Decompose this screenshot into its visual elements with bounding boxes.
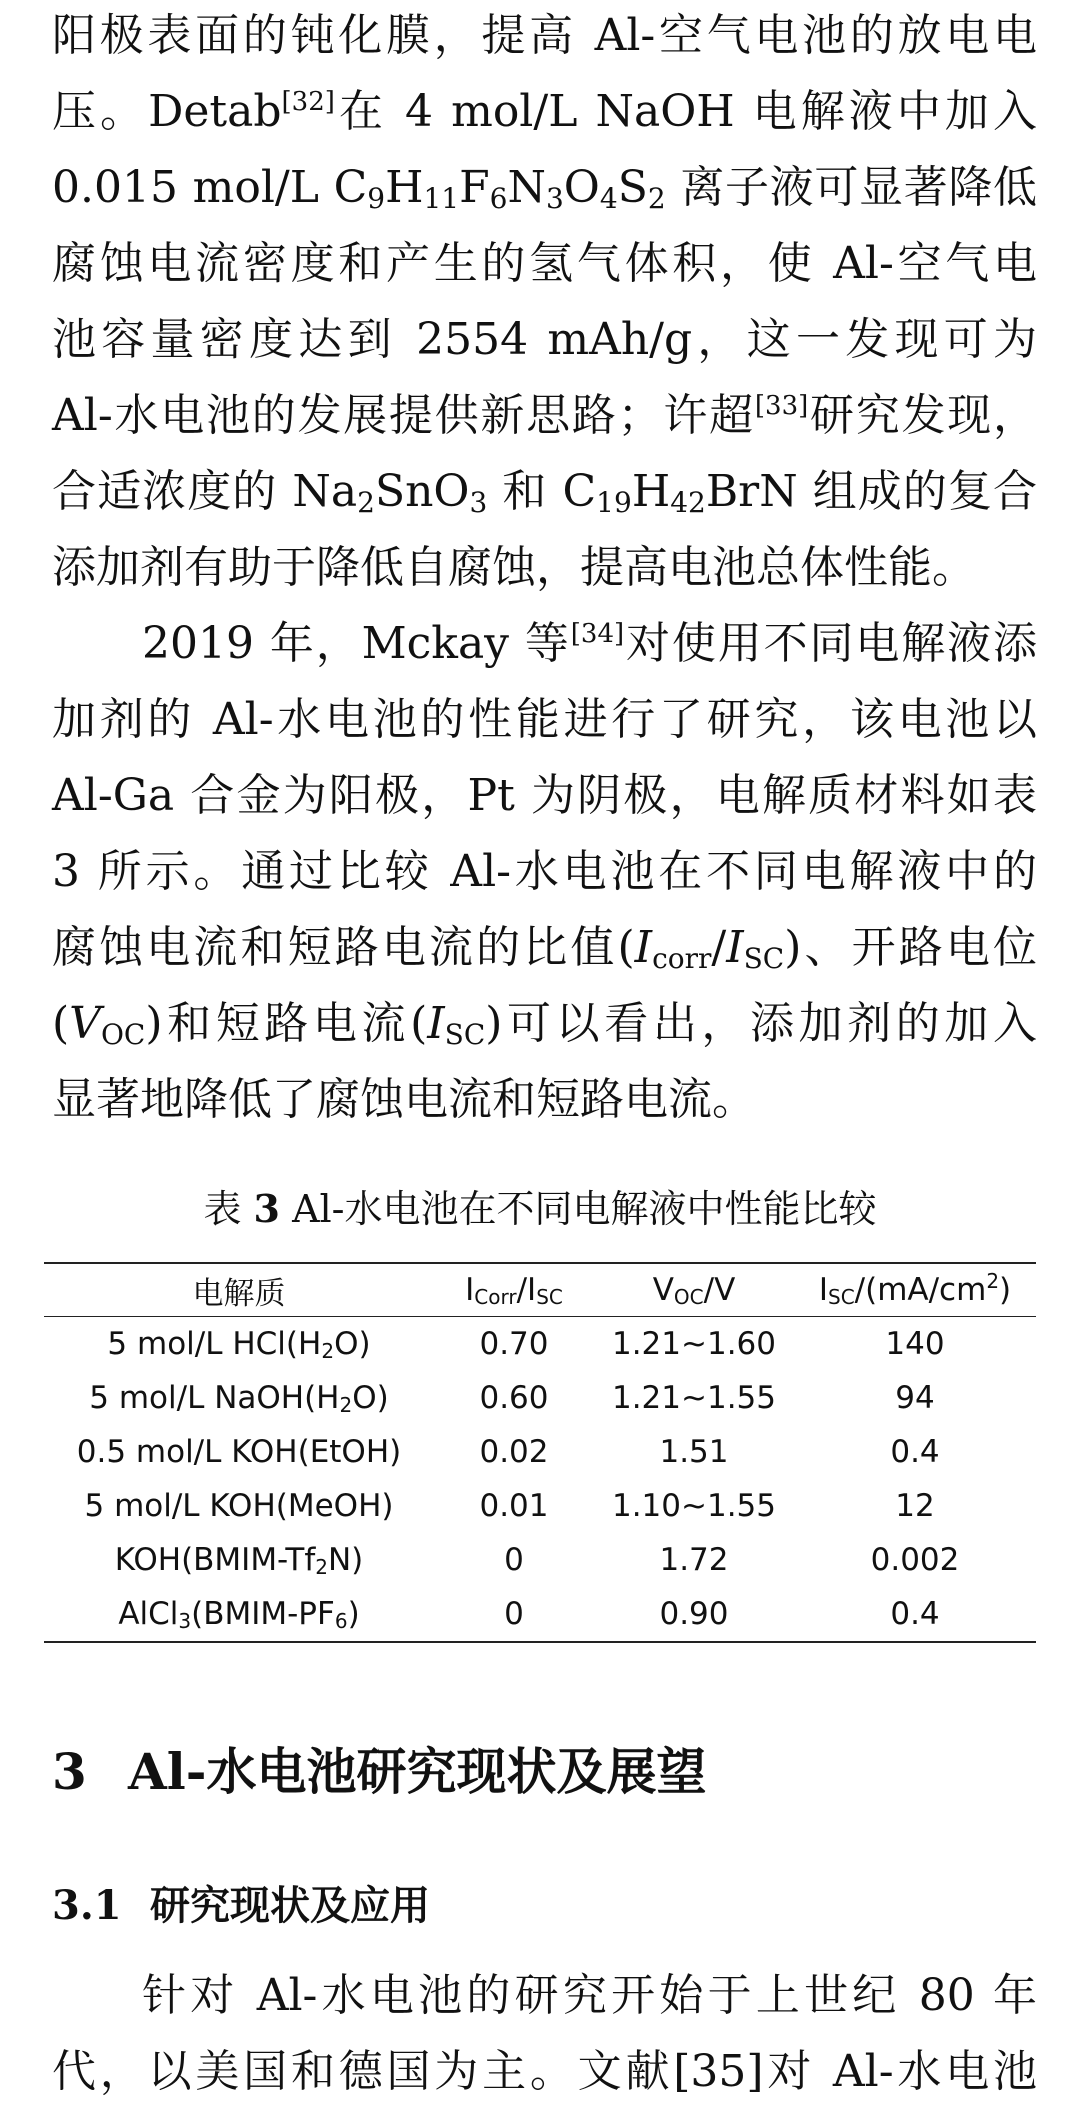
text: SnO [374,466,470,517]
header-icorr-isc [434,1263,594,1317]
text: S [617,162,648,213]
table-number: 3 [253,1186,280,1231]
table-caption [0,1185,1080,1233]
text: 离子液可显著降低 [665,162,1037,213]
text: 电解质 [192,1275,286,1312]
section-number: 3 [52,1742,87,1801]
cell-electrolyte [44,1479,434,1533]
subscript: 42 [670,486,706,519]
text: I [818,1272,828,1308]
text: 池容量密度达到 2554 mAh/g，这一发现可为 [52,314,1037,365]
superscript: 2 [986,1269,1000,1293]
text: 5 mol/L NaOH(H [89,1380,340,1416]
citation-ref: [32] [281,87,335,117]
text: KOH(BMIM-Tf [114,1542,316,1578]
text: 0.5 mol/L KOH(EtOH) [76,1434,402,1470]
cell-isc: 94 [895,1380,935,1416]
subscript: OC [100,1018,146,1051]
cell-isc: 12 [895,1488,935,1524]
cell-electrolyte [44,1425,434,1479]
cell-electrolyte [44,1587,434,1642]
text: F [459,162,490,213]
italic-symbol: I [427,998,445,1049]
para1-line-2 [52,84,1037,140]
table-row [44,1587,1036,1642]
para2-line-4 [52,844,1037,900]
cell-ratio: 0 [504,1542,524,1578]
subscript: 2 [339,1393,353,1417]
table-row [44,1317,1036,1372]
text: Al-水电池在不同电解液中性能比较 [280,1187,877,1231]
subscript: corr [652,942,712,975]
subscript: SC [536,1285,563,1309]
subsection-title: 研究现状及应用 [150,1882,430,1929]
text: 针对 Al-水电池的研究开始于上世纪 80 年 [142,1970,1037,2021]
text: 研究发现， [808,390,1038,441]
text: ) [999,1272,1012,1308]
text: ) [347,1596,360,1632]
subscript: 9 [367,182,386,215]
table-row [44,1371,1036,1425]
cell-ratio: 0.60 [479,1380,549,1416]
cell-voc: 1.21~1.60 [611,1326,777,1362]
text: 腐蚀电流密度和产生的氢气体积，使 Al-空气电 [52,238,1037,289]
subscript: 2 [357,486,375,519]
para2-line-2 [52,692,1037,748]
text: 显著地降低了腐蚀电流和短路电流。 [52,1074,756,1125]
cell-ratio: 0 [504,1596,524,1632]
subscript: SC [444,1018,486,1051]
citation-ref: [34] [570,619,625,649]
cell-isc: 140 [885,1326,945,1362]
cell-voc: 0.90 [659,1596,729,1632]
section-title: Al-水电池研究现状及展望 [128,1742,707,1801]
para2-line-5 [52,920,1037,976]
text: 5 mol/L KOH(MeOH) [84,1488,394,1524]
italic-symbol: I [726,922,744,973]
cell-isc: 0.4 [890,1434,940,1470]
text: H [631,466,671,517]
subscript: 2 [315,1555,328,1579]
para1-line-8 [52,540,1037,596]
para1-line-4 [52,236,1037,292]
cell-ratio: 0.02 [479,1434,549,1470]
text: 和 C [487,466,597,517]
cell-electrolyte [44,1317,434,1372]
subsection-number: 3.1 [52,1882,122,1929]
para1-line-6 [52,388,1037,444]
subscript: 4 [599,182,618,215]
para1-line-5 [52,312,1037,368]
subscript: 2 [647,182,666,215]
text: BrN 组成的复合 [705,466,1038,517]
subscript: 19 [596,486,632,519]
subscript: 3 [469,486,488,519]
cell-electrolyte [44,1533,434,1587]
text: 5 mol/L HCl(H [107,1326,322,1362]
subscript: OC [673,1285,704,1309]
section-heading [52,1740,707,1804]
text: 3 所示。通过比较 Al-水电池在不同电解液中的 [52,846,1037,897]
para2-line-3 [52,768,1037,824]
subscript: 2 [321,1339,335,1363]
cell-voc: 1.10~1.55 [611,1488,777,1524]
table-row [44,1533,1036,1587]
text: 表 [203,1187,254,1231]
text: )和短路电流( [145,998,428,1049]
para1-line-1 [52,8,1037,64]
text: 2019 年，Mckay 等 [142,618,571,669]
table-row [44,1479,1036,1533]
citation-ref: [33] [754,391,809,421]
italic-symbol: I [634,922,653,973]
text: /V [703,1272,736,1308]
text: O [563,162,600,213]
cell-electrolyte [44,1371,434,1425]
cell-voc: 1.21~1.55 [611,1380,777,1416]
table-header-row [44,1263,1036,1317]
header-isc [794,1263,1036,1317]
text: Al-水电池的发展提供新思路；许超 [52,390,755,441]
subscript: SC [743,942,785,975]
performance-table [44,1262,1036,1643]
cell-voc: 1.51 [659,1434,729,1470]
text: 0.015 mol/L C [52,162,368,213]
text: 对使用不同电解液添 [624,618,1037,669]
header-voc [594,1263,794,1317]
text: N) [327,1542,364,1578]
table-row [44,1425,1036,1479]
para1-line-7 [52,464,1037,520]
text: ( [52,998,70,1049]
subscript: 6 [489,182,508,215]
cell-ratio: 0.01 [479,1488,549,1524]
text: /I [516,1272,537,1308]
italic-symbol: V [69,998,101,1049]
text: 加剂的 Al-水电池的性能进行了研究，该电池以 [52,694,1037,745]
subscript: 3 [178,1609,192,1633]
cell-ratio: 0.70 [479,1326,549,1362]
text: I [465,1272,475,1308]
text: 腐蚀电流和短路电流的比值( [52,922,635,973]
para3-line-2 [52,2044,1037,2100]
para2-line-6 [52,996,1037,1052]
text: / [711,922,727,973]
text: AlCl [118,1596,179,1632]
subsection-heading [52,1880,430,1932]
text: 在 4 mol/L NaOH 电解液中加入 [334,86,1037,137]
text: )可以看出，添加剂的加入 [485,998,1037,1049]
subscript: Corr [474,1285,517,1309]
text: )、开路电位 [784,922,1037,973]
cell-isc: 0.002 [870,1542,960,1578]
text: O) [334,1326,371,1362]
header-electrolyte [44,1263,434,1317]
cell-voc: 1.72 [659,1542,729,1578]
text: N [507,162,546,213]
subscript: SC [828,1285,855,1309]
para2-line-7 [52,1072,1037,1128]
para3-line-1 [142,1968,1037,2024]
text: 合适浓度的 Na [52,466,358,517]
text: Al-Ga 合金为阳极，Pt 为阴极，电解质材料如表 [52,770,1037,821]
text: 代，以美国和德国为主。文献[35]对 Al-水电池 [52,2046,1037,2097]
subscript: 3 [545,182,564,215]
text: O) [352,1380,389,1416]
text: /(mA/cm [854,1272,987,1308]
text: 压。Detab [52,86,282,137]
subscript: 11 [423,182,460,215]
text: (BMIM-PF [191,1596,335,1632]
subscript: 6 [334,1609,348,1633]
text: V [652,1272,674,1308]
text: 添加剂有助于降低自腐蚀，提高电池总体性能。 [52,542,976,593]
cell-isc: 0.4 [890,1596,940,1632]
text: 阳极表面的钝化膜，提高 Al-空气电池的放电电 [52,10,1037,61]
text: H [385,162,424,213]
para2-line-1 [142,616,1037,672]
para1-line-3 [52,160,1037,216]
